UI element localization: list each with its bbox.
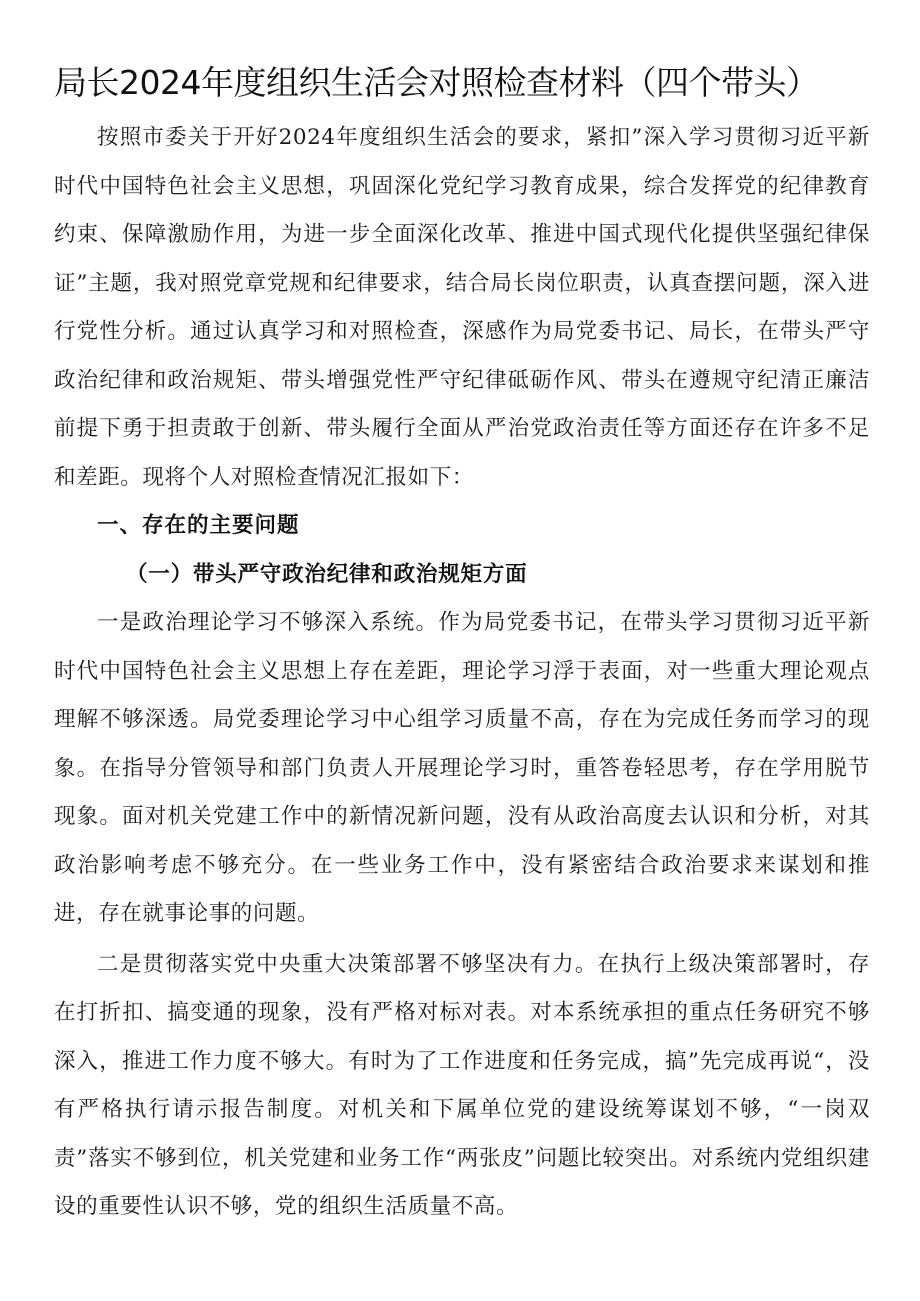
body-paragraph-2: 二是贯彻落实党中央重大决策部署不够坚决有力。在执行上级决策部署时，存在打折扣、搞变通的现象，没有严格对标对表。对本系统承担的重点任务研究不够深入，推进工作力度不够大。有时为了工作进度和任务完成，搞”先完成再说“，没有严格执行请示报告制度。对机关和下属单位党的建设统筹谋划不够，“一岗双责”落实不够到位，机关党建和业务工作“两张皮”问题比较突出。对系统内党组织建设的重要性认识不够，党的组织生活质量不高。 xyxy=(54,951,870,1219)
subsection-heading: （一）带头严守政治纪律和政治规矩方面 xyxy=(126,561,528,587)
section-heading: 一、存在的主要问题 xyxy=(97,513,300,538)
document-title: 局长2024年度组织生活会对照检查材料（四个带头） xyxy=(54,63,819,102)
intro-paragraph: 按照市委关于开好2024年度组织生活会的要求，紧扣”深入学习贯彻习近平新时代中国特色社会主义思想，巩固深化党纪学习教育成果，综合发挥党的纪律教育约束、保障激励作用，为进一步全面深化改革、推进中国式现代化提供坚强纪律保证”主题，我对照党章党规和纪律要求，结合局长岗位职责，认真查摆问题，深入进行党性分析。通过认真学习和对照检查，深感作为局党委书记、局长，在带头严守政治纪律和政治规矩、带头增强党性严守纪律砥砺作风、带头在遵规守纪清正廉洁前提下勇于担责敢于创新、带头履行全面从严治党政治责任等方面还存在许多不足和差距。现将个人对照检查情况汇报如下： xyxy=(54,125,870,490)
body-paragraph-1: 一是政治理论学习不够深入系统。作为局党委书记，在带头学习贯彻习近平新时代中国特色社会主义思想上存在差距，理论学习浮于表面，对一些重大理论观点理解不够深透。局党委理论学习中心组学习质量不高，存在为完成任务而学习的现象。在指导分管领导和部门负责人开展理论学习时，重答卷轻思考，存在学用脱节现象。面对机关党建工作中的新情况新问题，没有从政治高度去认识和分析，对其政治影响考虑不够充分。在一些业务工作中，没有紧密结合政治要求来谋划和推进，存在就事论事的问题。 xyxy=(54,610,870,926)
